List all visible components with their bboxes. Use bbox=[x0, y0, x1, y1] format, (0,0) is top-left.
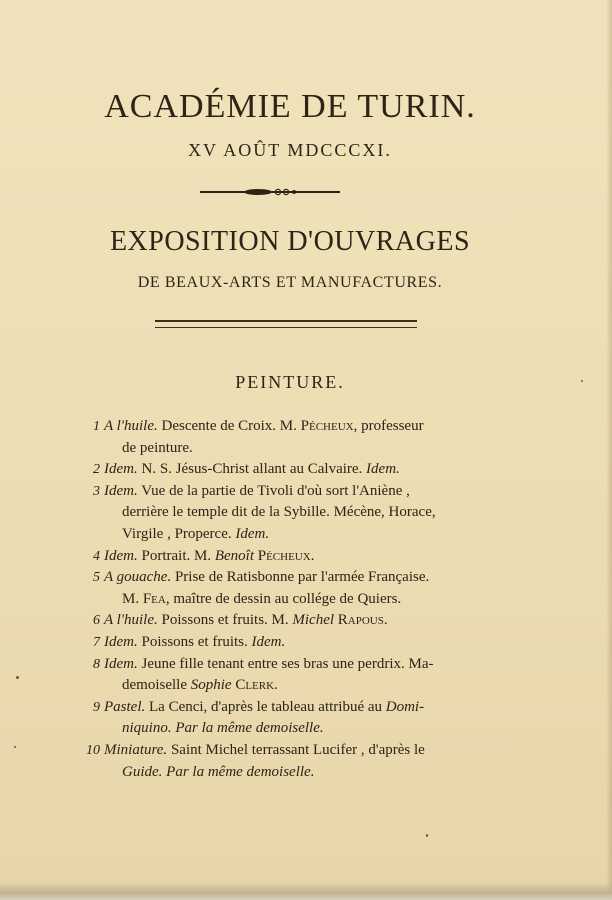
entry-number: 3 bbox=[93, 483, 100, 499]
double-rule-divider bbox=[155, 320, 417, 328]
entry-text: Poissons et fruits. M. bbox=[161, 612, 289, 629]
entry-text: N. S. Jésus-Christ allant au Calvaire. bbox=[141, 461, 363, 478]
entry-text: La Cenci, d'après le tableau attribué au bbox=[149, 698, 383, 715]
entry-continuation: niquino. Par la même demoiselle. bbox=[122, 720, 324, 737]
entry-continuation: Guide. Par la même demoiselle. bbox=[122, 763, 315, 780]
entry-3 bbox=[78, 481, 498, 546]
entry-number: 9 bbox=[93, 699, 100, 715]
exhibition-title: EXPOSITION D'OUVRAGES bbox=[109, 226, 471, 257]
entry-number: 7 bbox=[93, 634, 100, 650]
artist-name: Rapous. bbox=[337, 612, 388, 629]
entry-text: Portrait. M. bbox=[141, 547, 212, 564]
entry-number: 10 bbox=[86, 742, 100, 758]
entry-continuation: derrière le temple dit de la Sybille. Mécène, Horace, bbox=[122, 504, 436, 521]
artist-first-name: Benoît bbox=[214, 547, 254, 564]
paper-speck bbox=[581, 380, 583, 382]
page-title: ACADÉMIE DE TURIN. bbox=[104, 88, 476, 125]
artist-first-name: Michel bbox=[292, 612, 335, 629]
entry-attribution: Idem. bbox=[251, 633, 286, 650]
entry-6 bbox=[78, 610, 498, 632]
entry-list bbox=[78, 416, 498, 783]
ornament-divider bbox=[200, 186, 340, 198]
section-title: PEINTURE. bbox=[235, 372, 345, 392]
entry-continuation bbox=[104, 589, 498, 611]
entry-medium: Miniature. bbox=[104, 741, 168, 758]
entry-number: 5 bbox=[93, 570, 100, 586]
page-date: XV AOÛT MDCCCXI. bbox=[188, 140, 392, 160]
entry-continuation-2 bbox=[104, 524, 498, 546]
entry-text: Vue de la partie de Tivoli d'où sort l'Aniène , bbox=[141, 482, 410, 499]
entry-medium: Idem. bbox=[104, 633, 138, 650]
artist-name: Pécheux. bbox=[257, 547, 315, 564]
entry-medium: A gouache. bbox=[104, 569, 172, 586]
entry-medium: Idem. bbox=[104, 655, 138, 672]
artist-name: Fea bbox=[142, 590, 166, 607]
entry-1 bbox=[78, 416, 498, 459]
entry-10 bbox=[78, 740, 498, 783]
entry-attribution: Idem. bbox=[235, 525, 270, 542]
paper-speck bbox=[14, 746, 16, 748]
entry-number: 2 bbox=[93, 462, 100, 478]
entry-italic-text: Domi- bbox=[385, 698, 425, 715]
entry-7 bbox=[78, 632, 498, 654]
entry-4 bbox=[78, 546, 498, 568]
entry-text: M. bbox=[122, 590, 140, 607]
entry-5 bbox=[78, 567, 498, 610]
entry-medium: Idem. bbox=[104, 547, 138, 564]
entry-8 bbox=[78, 654, 498, 697]
entry-continuation: de peinture. bbox=[122, 439, 193, 456]
entry-medium: Idem. bbox=[104, 461, 138, 478]
artist-name: Clerk. bbox=[235, 677, 278, 694]
artist-first-name: Sophie bbox=[190, 677, 232, 694]
entry-2 bbox=[78, 459, 498, 481]
entry-text: Virgile , Properce. bbox=[122, 525, 232, 542]
entry-text: Poissons et fruits. bbox=[141, 633, 248, 650]
entry-medium: A l'huile. bbox=[104, 418, 158, 434]
entry-medium: A l'huile. bbox=[104, 612, 158, 629]
entry-tail: , maître de dessin au collége de Quiers. bbox=[165, 590, 402, 607]
entry-continuation bbox=[104, 675, 498, 697]
entry-number: 8 bbox=[93, 656, 100, 672]
entry-tail: , professeur bbox=[353, 418, 424, 434]
entry-text: Prise de Ratisbonne par l'armée Française. bbox=[174, 569, 430, 586]
page-edge-shadow bbox=[606, 0, 612, 900]
entry-attribution: Idem. bbox=[366, 461, 400, 478]
entry-text: Descente de Croix. M. bbox=[161, 418, 297, 434]
entry-text: demoiselle bbox=[122, 677, 187, 694]
exhibition-subtitle: DE BEAUX-ARTS ET MANUFACTURES. bbox=[137, 274, 443, 291]
artist-name: Pécheux bbox=[300, 418, 354, 434]
entry-text: Jeune fille tenant entre ses bras une perdrix. Ma- bbox=[141, 655, 434, 672]
entry-text: Saint Michel terrassant Lucifer , d'après le bbox=[170, 741, 425, 758]
entry-number: 1 bbox=[93, 419, 100, 434]
entry-medium: Pastel. bbox=[104, 698, 146, 715]
entry-number: 4 bbox=[93, 548, 100, 564]
paper-speck bbox=[426, 834, 428, 837]
paper-speck bbox=[16, 676, 19, 679]
page-bottom-edge bbox=[0, 882, 612, 900]
entry-9 bbox=[78, 697, 498, 740]
entry-number: 6 bbox=[93, 613, 100, 629]
entry-medium: Idem. bbox=[104, 482, 138, 499]
